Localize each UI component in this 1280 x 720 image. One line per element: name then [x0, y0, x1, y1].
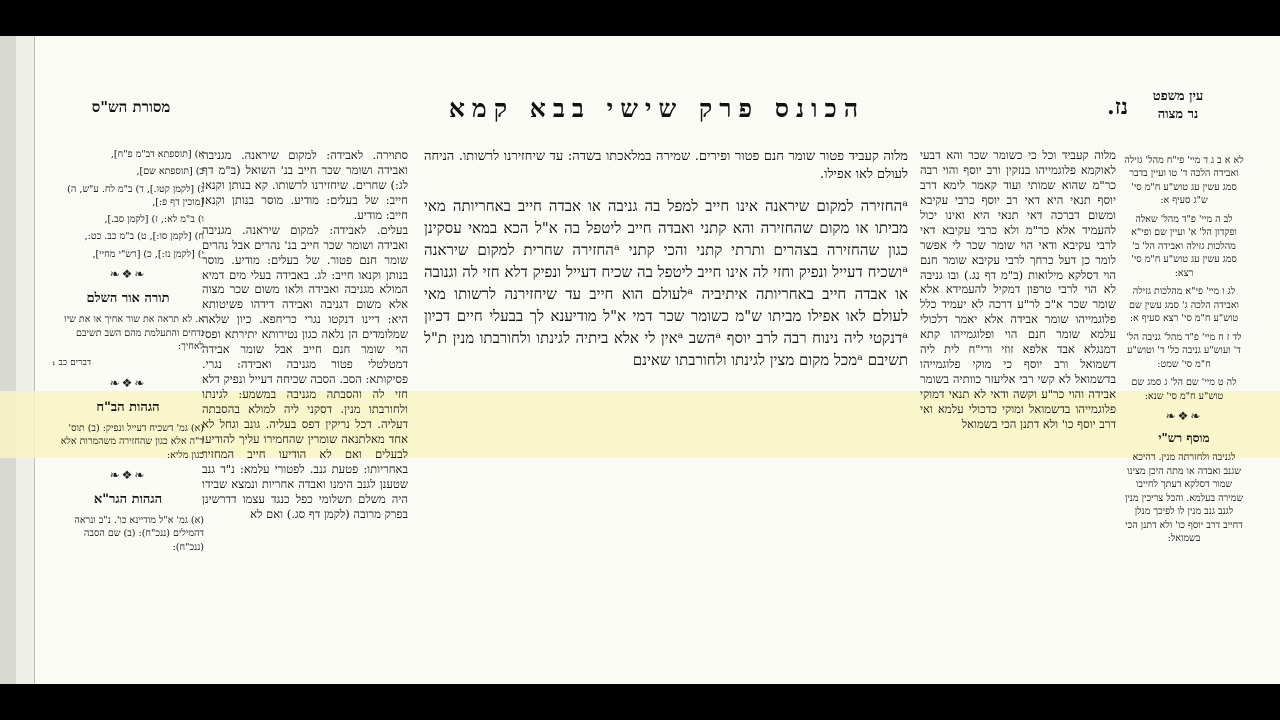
- ornament-divider: ❧❖❧: [109, 267, 147, 282]
- torah-or-reference: דברים כב ₁: [52, 358, 92, 369]
- page-sheet: [34, 36, 1280, 684]
- column-ein-mishpat: [1124, 154, 1244, 551]
- hagahot-hagra-title: הגהות הגר"א: [93, 491, 163, 507]
- masoret-entry: ב) [תוספתא שם],: [136, 166, 204, 178]
- torah-or-title: תורה אור השלם: [86, 291, 170, 307]
- ein-mishpat-entry: לא א ב ג ד מיי' פי"ח מהל' גזילה ואבידה הלכה ד' טו ועיין בדבר סמג עשין עג טוש"ע ח"מ סי' ש"ג סעיף א:: [1124, 155, 1244, 207]
- ein-mishpat-title: [1118, 88, 1238, 123]
- letterbox-bottom: [0, 684, 1280, 720]
- torah-or-text: א. לא תראה את שור אחיך או את שיו נדחים והתעלמת מהם השב תשיבם לאחיך:: [64, 314, 204, 352]
- masoret-entry: י) [לקמן נז:], כ) [רש"י מחיי],: [92, 248, 204, 260]
- column-talmud-main: [424, 148, 908, 371]
- talmud-body-text: ᵃהחזירה למקום שיראנה אינו חייב למפל בה גניבה או אבדה חייב באחריותה מאי מביתו או מקום שהחזירה והא קתני ואבדה חייב ליטפל בה א"ל הכא במאי עסקינן כגון שהחזירה בצהרים ותרתי קתני והכי קתני ᵃהחזירה שחרית למקום שיראנה ᵃושכיח דעייל ונפיק וחזי לה אינו חייב ליטפל בה שכיח דעייל ונפיק דלא חזי לה וגנובה או אבדה חייב באחריותה איתיביה ᵃלעולם הוא חייב עד שיחזירנה לרשותו מאי לעולם לאו אפילו מביתו ש"מ כשומר שכר דמי א"ל מודיענא לך בבעלי חיים דכיון ᵃדנקטי ליה נינוח רבה לרב יוסף ᵃהשב ᵃאין לי אלא ביתיה לגינתו ולחורבתו מנין ת"ל תשיבם ᵃמכל מקום מצין לגינתו ולחורבתו שאינם: [424, 197, 908, 370]
- rashi-text: מלוה קעביד וכל כי כשומר שכר והא דבעי לאוקמא פלוגמייהו בנזקין ורב יוסף והוי רבה כר"מ שהוא שמותי ועוד קאמר לימא דרב יוסף תנאי היא דאי רב יוסף כרבי עקיבא ומשום דברכה דאי תנאי היא ואינו יכול להעמיד אלא כר"מ ולא כרבי עקיבא דאי לרבי עקיבא ודאי הוי שומר שכר לי אפשר לומר כן דעל כרחך לרבי עקיבא שומר חנם הוי דסלקא מילואות (ב"מ דף נג.) ובו גניבה לא הוי לרבי טרפון דמקיל להעמידא אלא שומר שכר א"כ לר"ע דרכה לא יעמיד כלל פלוגמייהו שומר אבידה אלא יאמר דלכולי עלמא שומר חנם הוי ופלוגמייהו קתא דמנגלא אבד אלפא זוזי ורי"ח לית ליה דשמואל ורב יוסף כי מוקי פלוגמייהו בדשמואל לא קשי רבי אליעזר כוותיה בשומר אבידה והוי כר"ע וקשה ודאי לא תנאי דמוקי פלוגמייהו בדשמואל ומוקי כדכולי עלמא ואי דרב יוסף כו' ולא דתנן הכי בשמואל: [920, 148, 1116, 431]
- ein-mishpat-entry: לג ו מיי' פי"א מהלכות גזילה ואבידה הלכה ג' סמג עשין שם טוש"ע ח"מ סי' רצא סעיף א:: [1129, 286, 1239, 325]
- column-masoret-hashas: [52, 148, 204, 558]
- mosaf-rashi-text: לגניבה ולחזרתה מנין. דהיכא שגנב ואבדה או מתה היכן מצינו שמור דסלקא דעתך לחייבו שמירה בעלמא. והכל צריכין מנין לגנב גנב מנין לו לפיכך מנלן דחייב דרב יוסף כו' ולא דתנן הכי בשמואל:: [1124, 452, 1244, 545]
- hagahot-hagra-text: (א) גמ' א"ל מודיינא כו'. נ"ב ונראה דהמילים (ננכ"ח): (ב) שם הסבה (ננכ"ח):: [74, 515, 204, 553]
- hagahot-habach-title: הגהות הב"ח: [96, 399, 160, 415]
- masoret-entry: א) [תוספתא דב"מ פ"ח],: [110, 149, 204, 160]
- masoret-entry: ח) [לקמן סו:], ט) ב"מ כב. כט:,: [84, 231, 204, 243]
- ornament-divider: ❧❖❧: [1165, 409, 1203, 424]
- ornament-divider: ❧❖❧: [109, 467, 147, 482]
- ein-mishpat-title-line1: עין משפט: [1152, 89, 1204, 104]
- column-rashi: [920, 148, 1116, 432]
- masoret-hashas-title: מסורת הש"ס: [91, 98, 171, 116]
- mosaf-rashi-title: מוסף רש"י: [1158, 431, 1210, 446]
- ein-mishpat-entry: לב ה מיי' פ"ד מהל' שאלה ופקדון הל' א' ועיין שם ופי"א מהלכות גזילה ואבידה הל' ב' סמג עשין עג טוש"ע ח"מ סי' רצא:: [1131, 213, 1237, 279]
- page-title: הכונס פרק שישי בבא קמא: [448, 94, 866, 123]
- ein-mishpat-entry: לה ט מיי' שם הל' ג סמג שם טוש"ע ח"מ סי' שנא:: [1131, 377, 1237, 402]
- column-tosafot: [202, 148, 408, 521]
- ein-mishpat-entry: לד ז ח מיי' פ"ד מהל' גניבה הל' ד' ועוש"ע גניבה כל' ד' וטוש"ע ח"מ סי' שמט:: [1126, 331, 1242, 370]
- page-header: [34, 94, 1280, 124]
- scanned-page: [0, 36, 1280, 684]
- masoret-entry: ג) [לקמן קטו.], ד) ב"מ לח. ע"ש, ה) [מוכין דף פ:],: [67, 183, 204, 208]
- tosafot-text: בעלים. לאבידה: למקום שיראנה. מגניבה ואבידה ושומר שכר חייב בנ' נהרים אבל נהרים שומר חנם פטור. של בעלים: מודיע. מוסר בנותן וקנאו חייב: לג. באבידה בעלי מים דמיא המולא מגניבה ואבידה ולאו משום שכר מצוה אלא משום דגניבה ואבידה דידהו פשיטותא היא: דיינו דנקטו נגרי כריחפא. כיון שלאה שמלומדים הן נלאה כגון נטירותא יתירתא ופסי הוי שומר חנם חייב אבל שומר אבידה דמטלטלי פטור מגניבה ואבידה: נגרי. פסיקותא: הסב. הסבה שכיחה דעייל ונפיק דלא חזי לה והסבתה מגניבה במשמע: לגינתו ולחורבתו מנין. דסקני ליה למולא בהסבתה דעליה. דכל נריקין דפס בעליה. גונב וגחל לא אחד מאלתנאה שומרין שהחמירו עליך להודיעו לבעלים ואם לא הודיעו חייב המחזיר באחריותו: פטעת גנב. לפטורי עלמא: נ"ד גנב שטענן לגנב הימנו ואבדה אחריות ונמצא שבידו היה משלם תשלומי כפל כנגד עצמו דדרשינן בפרק מרובה (לקמן דף סג.) ואם לא: [202, 222, 408, 521]
- daf-number: נז.: [1107, 94, 1128, 120]
- talmud-head-note: מלוה קעביד פטור שומר חנם פטור ופירים. שמירה במלאכתו בשדה: עד שיחזירנו לרשותו. הניחה לעולם לאו אפילו.: [424, 149, 908, 182]
- hagahot-habach-text: (א) גמ' דשכיח דעייל ונפיק: (ב) תוס' ד"ה אלא כגון שהחזירה משהמרות אלא כגון מליא:: [60, 422, 204, 461]
- ornament-divider: ❧❖❧: [109, 375, 147, 390]
- letterbox-top: [0, 0, 1280, 36]
- page-gutter-inner: [16, 36, 34, 684]
- page-gutter: [0, 36, 35, 684]
- masoret-entry: ו) ב"מ לא:, ז) [לקמן סב.],: [104, 214, 204, 226]
- tosafot-head-note: סתוירה. לאבידה: למקום שיראנה. מגניבה ואבידה ושומר שכר חייב בנ' השואל (ב"מ דף לג:) שחרים. שיחזירנו לרשותו. קא בנותן וקנאו חייב: של בעלים: מודיע. מוסר בנותן וקנאו חייב: מודיע.: [202, 148, 408, 222]
- ein-mishpat-title-line2: נר מצוה: [1157, 106, 1199, 122]
